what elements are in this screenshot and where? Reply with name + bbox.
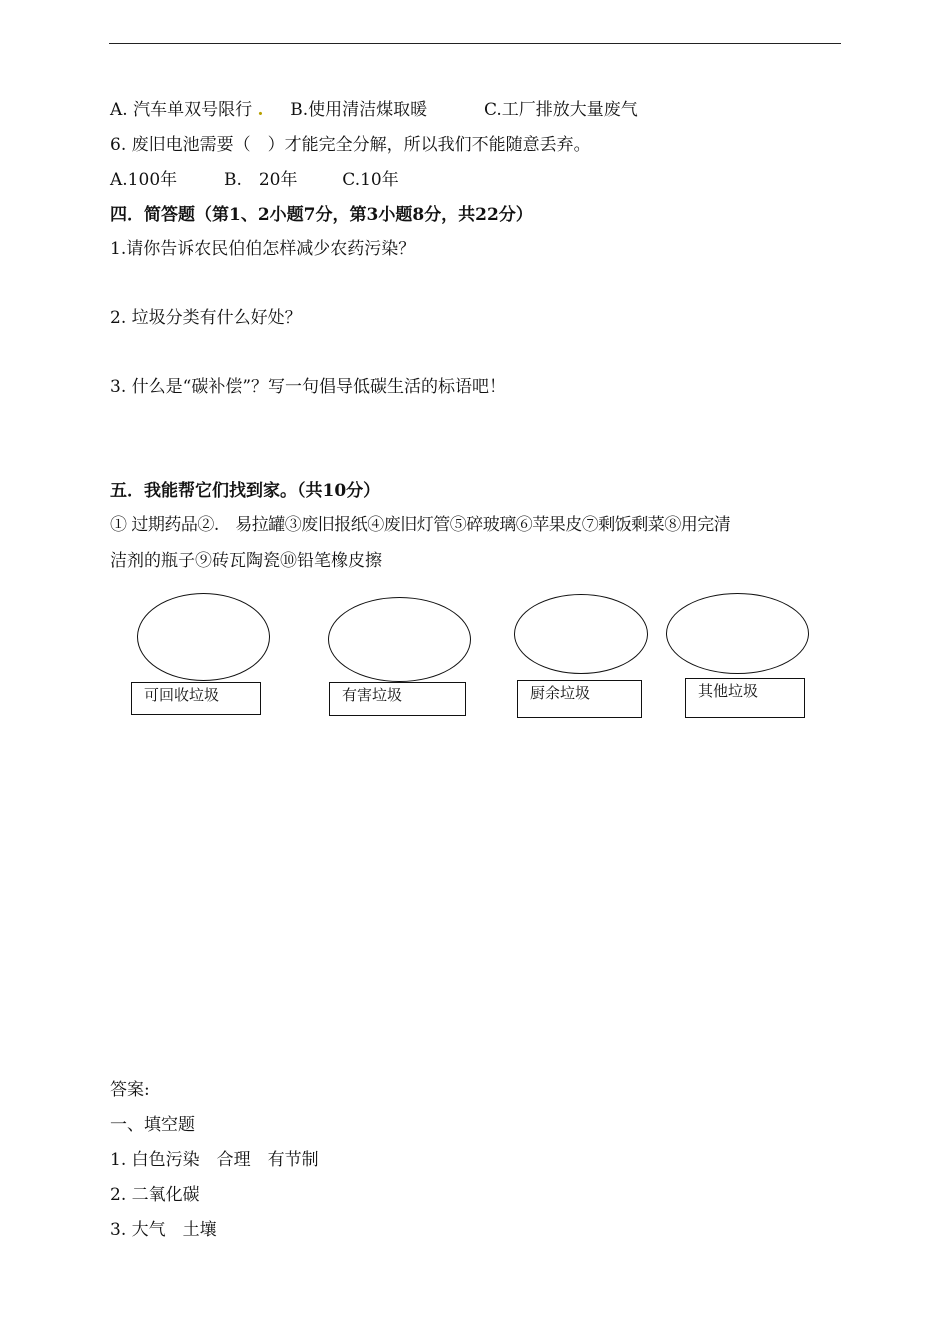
answer-2: 2. 二氧化碳 [110,1185,200,1205]
bin-label-hazardous: 有害垃圾 [329,682,466,716]
q6-question: 6. 废旧电池需要（ ）才能完全分解，所以我们不能随意丢弃。 [110,135,591,155]
section4-heading: 四．简答题（第1、2小题7分，第3小题8分，共22分） [110,205,533,225]
section5-heading-rest: ．我能帮它们找到家。（共10分） [127,481,381,501]
q6-options [110,169,399,191]
bin-label-recyclable: 可回收垃圾 [131,682,261,715]
section5-items-line1: ① 过期药品②. 易拉罐③废旧报纸④废旧灯管⑤碎玻璃⑥苹果皮⑦剩饭剩菜⑧用完清 [110,515,731,535]
section5-heading [110,480,380,502]
bin-oval-recyclable[interactable] [137,593,270,681]
q6-option-b: B. 20年 [223,170,298,190]
q5-options [110,99,638,121]
q5-option-c: C.工厂排放大量废气 [483,100,638,120]
q5-option-a: A. 汽车单双号限行 [110,100,253,120]
header-rule [109,43,841,44]
bin-label-other: 其他垃圾 [685,678,805,718]
bin-label-kitchen: 厨余垃圾 [517,680,642,718]
answers-section1: 一、填空题 [110,1115,195,1135]
q6-option-c: C.10年 [342,170,399,190]
section5-heading-prefix: 五 [110,481,127,501]
bin-oval-hazardous[interactable] [328,597,471,682]
section4-q3: 3. 什么是“碳补偿”？写一句倡导低碳生活的标语吧！ [110,377,507,397]
section5-items-line2: 洁剂的瓶子⑨砖瓦陶瓷⑩铅笔橡皮擦 [110,551,382,571]
bin-oval-kitchen[interactable] [514,594,648,674]
section4-q2: 2. 垃圾分类有什么好处？ [110,308,302,328]
answer-3: 3. 大气 土壤 [110,1220,217,1240]
answer-1: 1. 白色污染 合理 有节制 [110,1150,319,1170]
q5-option-b: B.使用清洁煤取暖 [290,100,428,120]
section4-q1: 1.请你告诉农民伯伯怎样减少农药污染？ [110,239,416,259]
answers-title: 答案: [110,1080,150,1100]
bin-oval-other[interactable] [666,593,809,674]
q6-option-a: A.100年 [110,170,178,190]
stray-dot: . [257,100,264,120]
